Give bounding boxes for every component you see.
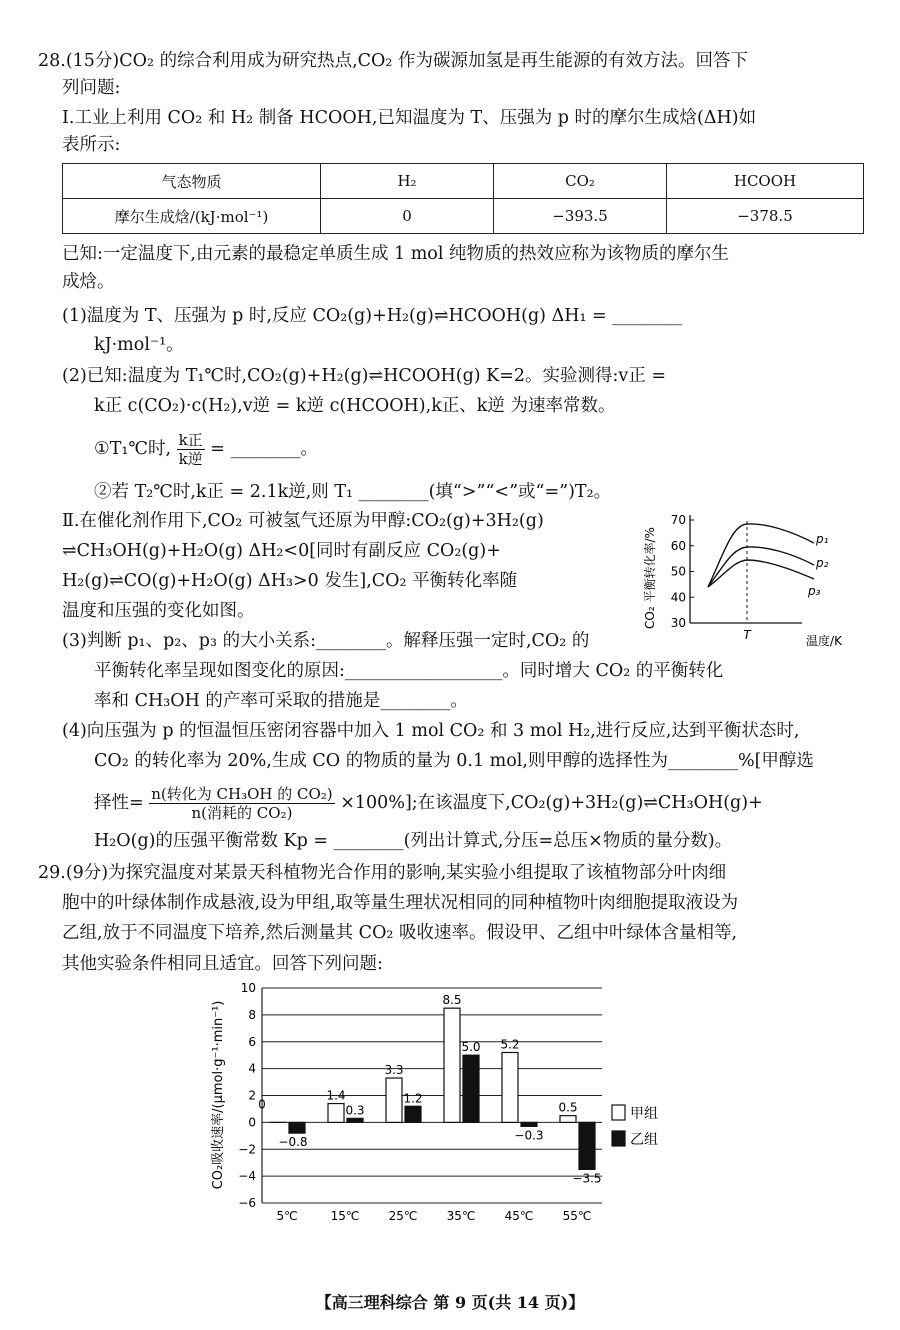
q28-line-7: (1)温度为 T、压强为 p 时,反应 CO₂(g)+H₂(g)⇌HCOOH(g) ΔH₁ = ________	[62, 306, 683, 326]
q28-line-13: Ⅱ.在催化剂作用下,CO₂ 可被氢气还原为甲醇:CO₂(g)+3H₂(g)	[62, 511, 544, 531]
enthalpy-table	[62, 163, 864, 234]
q28-line-17: (3)判断 p₁、p₂、p₃ 的大小关系:________。解释压强一定时,CO₂ 的	[62, 631, 590, 651]
bar-yi-group	[405, 1106, 421, 1122]
bar-chart-y-tick-label: −4	[238, 1169, 256, 1184]
bar-value-label: 1.2	[403, 1091, 423, 1106]
bar-value-label: 1.4	[326, 1088, 346, 1103]
q28-line-19: 率和 CH₃OH 的产率可采取的措施是________。	[94, 691, 468, 711]
legend-swatch	[612, 1105, 625, 1120]
legend-swatch	[612, 1131, 625, 1146]
fraction-numerator: k正	[178, 431, 203, 449]
bar-value-label: 5.0	[461, 1040, 481, 1055]
series-label-p2: p₂	[816, 556, 829, 570]
q28-line-3: Ⅰ.工业上利用 CO₂ 和 H₂ 制备 HCOOH,已知温度为 T、压强为 p 时的摩尔生成焓(ΔH)如	[62, 108, 757, 128]
q28-l22-suffix: ×100%];在该温度下,CO₂(g)+3H₂(g)⇌CH₃OH(g)+	[340, 793, 763, 813]
table-row	[63, 199, 864, 234]
bar-value-label: 0.5	[558, 1100, 578, 1115]
conversion-line-chart	[636, 503, 862, 653]
bar-value-label: 0.3	[345, 1103, 365, 1118]
bar-jia-group	[560, 1116, 576, 1123]
table-header: HCOOH	[667, 164, 864, 199]
q28-line-2: 列问题:	[62, 78, 121, 98]
q28-line-6: 成焓。	[62, 272, 115, 292]
bar-yi-group	[521, 1122, 537, 1126]
q28-line-15: H₂(g)⇌CO(g)+H₂O(g) ΔH₃>0 发生],CO₂ 平衡转化率随	[62, 571, 518, 591]
q28-line-20: (4)向压强为 p 的恒温恒压密闭容器中加入 1 mol CO₂ 和 3 mol H₂,进行反应,达到平衡状态时,	[62, 721, 800, 741]
q29-line-1: 29.(9分)为探究温度对某景天科植物光合作用的影响,某实验小组提取了该植物部分叶肉细	[38, 863, 727, 883]
q28-line-4: 表所示:	[62, 135, 121, 155]
line-chart-y-tick-label: 40	[670, 590, 686, 605]
fraction-denominator: n(消耗的 CO₂)	[191, 804, 293, 822]
co2-absorption-bar-chart	[200, 975, 680, 1235]
legend-label: 甲组	[630, 1106, 658, 1122]
bar-chart-category-label: 55℃	[562, 1209, 592, 1223]
bar-jia-group	[502, 1053, 518, 1123]
table-cell: 摩尔生成焓/(kJ·mol⁻¹)	[63, 199, 321, 234]
bar-value-label: 5.2	[500, 1037, 520, 1052]
rate-constant-fraction	[177, 431, 205, 468]
bar-yi-group	[347, 1118, 363, 1122]
line-chart-x-tick-T: T	[743, 628, 751, 642]
bar-chart-category-label: 5℃	[276, 1209, 298, 1223]
table-header: H₂	[321, 164, 494, 199]
q28-line-5: 已知:一定温度下,由元素的最稳定单质生成 1 mol 纯物质的热效应称为该物质的摩尔生	[62, 244, 730, 264]
bar-chart-category-label: 45℃	[504, 1209, 534, 1223]
table-header-row	[63, 164, 864, 199]
bar-chart-y-tick-label: 4	[248, 1061, 256, 1076]
bar-yi-group	[289, 1122, 305, 1133]
q28-l22-prefix: 择性=	[94, 793, 144, 813]
table-cell: −393.5	[494, 199, 667, 234]
line-chart-y-tick-label: 30	[670, 616, 686, 630]
table-cell: −378.5	[667, 199, 864, 234]
bar-value-label: −0.3	[514, 1128, 544, 1143]
fraction-denominator: k逆	[178, 450, 203, 468]
line-chart-xlabel: 温度/K	[806, 634, 842, 648]
bar-chart-y-tick-label: 6	[248, 1034, 256, 1049]
bar-chart-category-label: 25℃	[388, 1209, 418, 1223]
bar-value-label: 3.3	[384, 1063, 404, 1078]
selectivity-fraction	[149, 785, 334, 822]
curve-p1	[708, 524, 814, 587]
bar-chart-category-label: 15℃	[330, 1209, 360, 1223]
q29-line-4: 其他实验条件相同且适宜。回答下列问题:	[62, 954, 383, 974]
q28-line-12: ②若 T₂℃时,k正 = 2.1k逆,则 T₁ ________(填“>”“<”或“=”)T₂。	[94, 482, 612, 502]
q28-line-9: (2)已知:温度为 T₁℃时,CO₂(g)+H₂(g)⇌HCOOH(g) K=2。实验测得:v正 =	[62, 366, 667, 386]
q28-line-1: 28.(15分)CO₂ 的综合利用成为研究热点,CO₂ 作为碳源加氢是再生能源的有效方法。回答下	[38, 51, 748, 71]
bar-chart-y-tick-label: −2	[238, 1142, 256, 1157]
table-header: 气态物质	[63, 164, 321, 199]
line-chart-y-tick-label: 70	[670, 513, 686, 527]
bar-value-label: 0	[258, 1097, 266, 1112]
fraction-numerator: n(转化为 CH₃OH 的 CO₂)	[151, 785, 333, 803]
bar-yi-group	[463, 1055, 479, 1122]
series-label-p1: p₁	[816, 532, 829, 546]
q28-line-22	[94, 778, 763, 828]
q28-line-8: kJ·mol⁻¹。	[94, 335, 184, 355]
bar-chart-y-tick-label: 8	[248, 1007, 256, 1022]
bar-value-label: −0.8	[278, 1135, 308, 1150]
q29-line-3: 乙组,放于不同温度下培养,然后测量其 CO₂ 吸收速率。假设甲、乙组中叶绿体含量相等,	[62, 923, 738, 943]
bar-jia-group	[328, 1104, 344, 1123]
q28-l11-prefix: ①T₁℃时,	[94, 439, 172, 459]
bar-yi-group	[579, 1122, 595, 1169]
bar-jia-group	[444, 1008, 460, 1122]
q29-line-2: 胞中的叶绿体制作成悬液,设为甲组,取等量生理状况相同的同种植物叶肉细胞提取液设为	[62, 893, 739, 913]
page-footer: 【高三理科综合 第 9 页(共 14 页)】	[315, 1293, 585, 1312]
bar-jia-group	[386, 1078, 402, 1122]
legend-label: 乙组	[630, 1132, 658, 1148]
bar-chart-y-tick-label: −6	[238, 1196, 256, 1210]
bar-chart-y-tick-label: 0	[248, 1115, 256, 1130]
q28-l11-suffix: = ________。	[210, 439, 318, 459]
bar-chart-category-label: 35℃	[446, 1209, 476, 1223]
q28-line-11	[94, 424, 318, 474]
line-chart-y-tick-label: 60	[670, 538, 686, 553]
bar-chart-ylabel: CO₂吸收速率/(μmol·g⁻¹·min⁻¹)	[211, 1000, 226, 1190]
q28-line-21: CO₂ 的转化率为 20%,生成 CO 的物质的量为 0.1 mol,则甲醇的选择性为________%[甲醇选	[94, 751, 814, 771]
q28-line-14: ⇌CH₃OH(g)+H₂O(g) ΔH₂<0[同时有副反应 CO₂(g)+	[62, 541, 501, 561]
q28-line-16: 温度和压强的变化如图。	[62, 601, 255, 621]
bar-value-label: −3.5	[572, 1171, 602, 1186]
bar-chart-y-tick-label: 2	[248, 1088, 256, 1103]
table-header: CO₂	[494, 164, 667, 199]
bar-value-label: 8.5	[442, 993, 462, 1008]
q28-line-10: k正 c(CO₂)·c(H₂),v逆 = k逆 c(HCOOH),k正、k逆 为速率常数。	[94, 396, 616, 416]
line-chart-y-tick-label: 50	[670, 564, 686, 579]
line-chart-ylabel: CO₂ 平衡转化率/%	[643, 527, 657, 629]
table-cell: 0	[321, 199, 494, 234]
bar-chart-y-tick-label: 10	[240, 981, 256, 995]
series-label-p3: p₃	[808, 584, 821, 598]
q28-line-18: 平衡转化率呈现如图变化的原因:__________________。同时增大 CO₂ 的平衡转化	[94, 661, 724, 681]
q28-line-23: H₂O(g)的压强平衡常数 Kp = ________(列出计算式,分压=总压×物质的量分数)。	[94, 831, 733, 851]
